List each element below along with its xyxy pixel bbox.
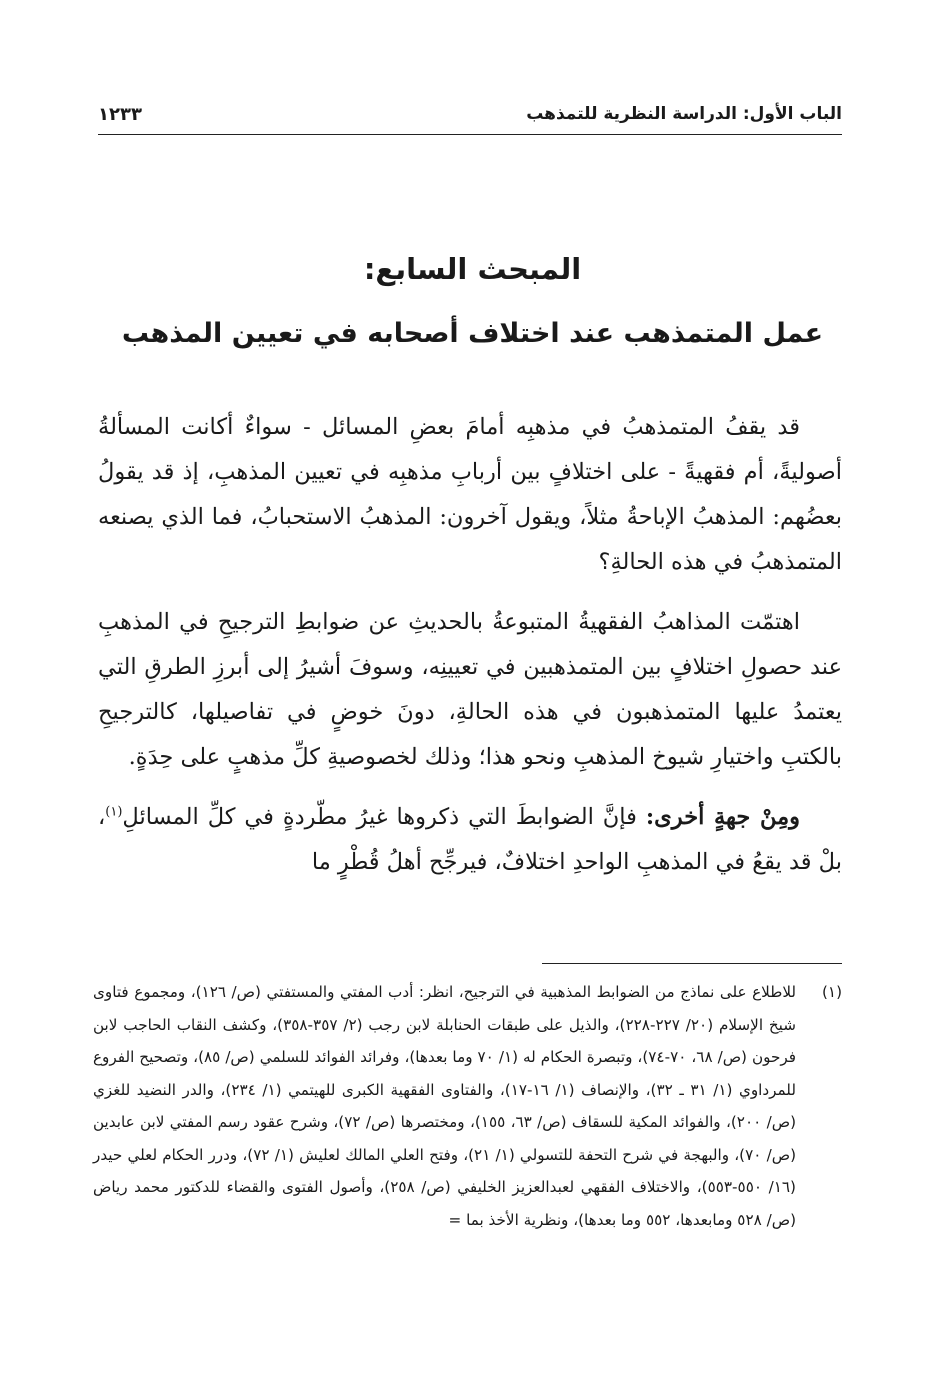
running-header — [98, 104, 842, 134]
paragraph-3 — [98, 795, 842, 885]
section-label: المبحث السابع: — [363, 252, 582, 286]
paragraph-2: اهتمّت المذاهبُ الفقهيةُ المتبوعةُ بالحديثِ عن ضوابطِ الترجيحِ في المذهبِ عند حصولِ اختلافٍ بين المتمذهبين في تعيينِه، وسوفَ أشيرُ إلى أبرزِ الطرقِ التي يعتمدُ عليها المتمذهبون في هذه الحالةِ، دونَ خوضٍ في تفاصيلها، كالترجيحِ بالكتبِ واختيارِ شيوخ المذهبِ ونحو هذا؛ وذلك لخصوصيةِ كلِّ مذهبٍ على حِدَةٍ. — [98, 609, 842, 770]
paragraph-1: قد يقفُ المتمذهبُ في مذهبِه أمامَ بعضِ المسائل - سواءٌ أكانت المسألةُ أصوليةً، أم فقهيةً - على اختلافٍ بين أربابِ مذهبِه في تعيين المذهبِ، إذ قد يقولُ بعضُهم: المذهبُ الإباحةُ مثلاً، ويقول آخرون: المذهبُ الاستحبابُ، فما الذي يصنعه المتمذهبُ في هذه الحالةِ؟ — [98, 414, 842, 575]
paragraph-lead: ومِنْ جهةٍ أخرى: — [645, 804, 800, 830]
footnote-ref: (١) — [105, 804, 123, 820]
footnote-rule — [542, 963, 842, 964]
header-rule — [98, 134, 842, 135]
paragraph-3-text-a: فإنَّ الضوابطَ التي ذكروها غيرُ مطّردةٍ في كلِّ المسائلِ — [122, 804, 646, 830]
body-text — [98, 405, 842, 885]
footnote — [93, 976, 842, 1236]
paragraph-3-text-b: ، بلْ قد يقعُ في المذهبِ الواحدِ اختلافٌ، فيرجِّح أهلُ قُطْرٍ ما — [98, 804, 842, 875]
footnote-number: (١) — [821, 983, 842, 1001]
chapter-title: الباب الأول: الدراسة النظرية للتمذهب — [526, 104, 842, 124]
footnote-text: للاطلاع على نماذج من الضوابط المذهبية في الترجيح، انظر: أدب المفتي والمستفتي (ص/ ١٢٦)، ومجموع فتاوى شيخ الإسلام (٢٠/ ٢٢٧-٢٢٨)، والذيل على طبقات الحنابلة لابن رجب (٢/ ٣٥٧-٣٥٨)، وكشف النقاب الحاجب لابن فرحون (ص/ ٦٨، ٧٠-٧٤)، وتبصرة الحكام له (١/ ٧٠ وما بعدها)، وفرائد الفوائد للسلمي (ص/ ٨٥)، وتصحيح الفروع للمرداوي (١/ ٣١ ـ ٣٢)، والإنصاف (١/ ١٦-١٧)، والفتاوى الفقهية الكبرى للهيتمي (١/ ٢٣٤)، والدر النضيد للغزي (ص/ ٢٠٠)، والفوائد المكية للسقاف (ص/ ٦٣، ١٥٥)، ومختصرها (ص/ ٧٢)، وشرح عقود رسم المفتي لابن عابدين (ص/ ٧٠)، والبهجة في شرح التحفة للتسولي (١/ ٢١)، وفتح العلي المالك لعليش (١/ ٧٢)، ودرر الحكام لعلي حيدر (١٦/ ٥٥٠-٥٥٣)، والاختلاف الفقهي لعبدالعزيز الخليفي (ص/ ٢٥٨)، وأصول الفتوى والقضاء للدكتور محمد رياض (ص/ ٥٢٨ ومابعدها، ٥٥٢ وما بعدها)، ونظرية الأخذ بما = — [93, 983, 797, 1229]
page-number: ١٢٣٣ — [98, 104, 142, 125]
section-title: عمل المتمذهب عند اختلاف أصحابه في تعيين المذهب — [121, 318, 824, 349]
